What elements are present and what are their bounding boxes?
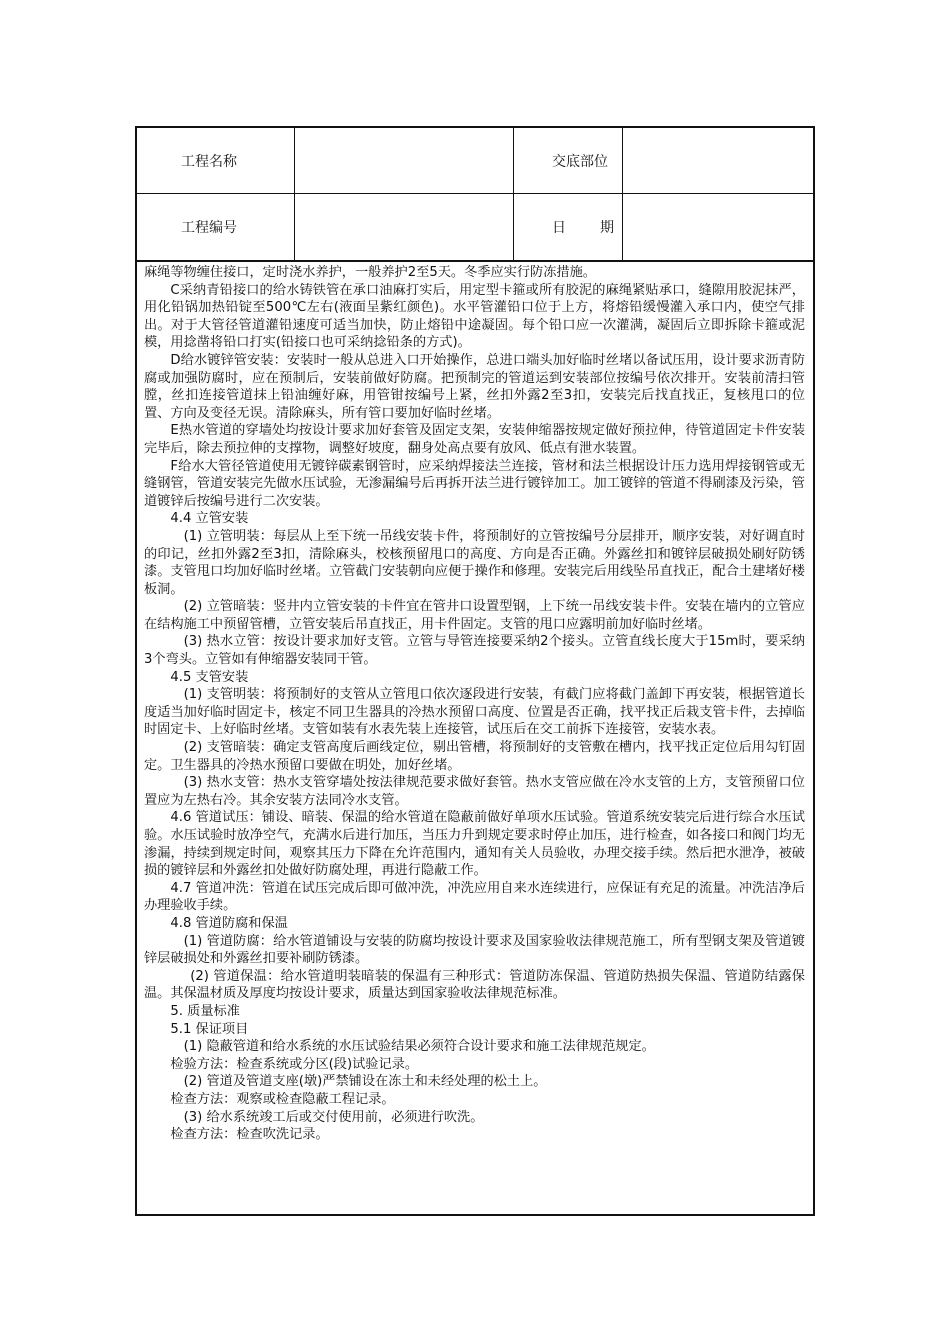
body-paragraph: (3) 热水立管：按设计要求加好支管。立管与导管连接要采纳2个接头。立管直线长度大于15m时，要采纳3个弯头。立管如有伸缩器安装同干管。	[144, 634, 805, 668]
date-label	[514, 194, 623, 262]
body-paragraph: (1) 立管明装：每层从上至下统一吊线安装卡件，将预制好的立管按编号分层排开，顺序安装，对好调直时的印记，丝扣外露2至3扣，清除麻头，校核预留甩口的高度、方向是否正确。外露丝扣和镀锌层破损处刷好防锈漆。支管甩口均加好临时丝堵。立管截门安装朝向应便于操作和修理。安装完后用线坠吊直找正，配合土建堵好楼板洞。	[144, 528, 805, 597]
body-paragraph: 检查方法：检查吹洗记录。	[170, 1127, 329, 1143]
body-paragraph: (2) 支管暗装：确定支管高度后画线定位，剔出管槽，将预制好的支管敷在槽内，找平找正定位后用勾钉固定。卫生器具的冷热水预留口要做在明处，加好丝堵。	[144, 740, 805, 773]
body-paragraph: (2) 管道及管道支座(墩)严禁铺设在冻土和未经处理的松土上。	[183, 1074, 547, 1090]
header-table	[137, 128, 813, 262]
body-paragraph: (1) 隐蔽管道和给水系统的水压试验结果必须符合设计要求和施工法律规范规定。	[183, 1039, 655, 1055]
body-paragraph: (1) 管道防腐：给水管道铺设与安装的防腐均按设计要求及国家验收法律规范施工，所有型钢支架及管道镀锌层破损处和外露丝扣要补刷防锈漆。	[144, 933, 805, 967]
body-paragraph: (1) 支管明装：将预制好的支管从立管甩口依次逐段进行安装，有截门应将截门盖卸下再安装，根据管道长度适当加好临时固定卡，核定不同卫生器具的冷热水预留口高度、位置是否正确，找平找正后栽支管卡件，去掉临时固定卡、上好临时丝堵。支管如装有水表先装上连接管，试压后在交工前拆下连接管，安装水表。	[144, 687, 805, 738]
document-body	[137, 262, 813, 1144]
date-label-char-1: 日	[552, 220, 566, 236]
body-paragraph: (2) 管道保温：给水管道明装暗装的保温有三种形式：管道防冻保温、管道防热损失保温、管道防结露保温。其保温材质及厚度均按设计要求，质量达到国家验收法律规范标准。	[144, 968, 805, 1002]
body-paragraph: 5. 质量标准	[170, 1003, 240, 1019]
body-paragraph: 4.5 支管安装	[170, 669, 249, 685]
body-paragraph: 检验方法：检查系统或分区(段)试验记录。	[170, 1056, 419, 1072]
body-paragraph: 4.7 管道冲洗：管道在试压完成后即可做冲洗，冲洗应用自来水连续进行，应保证有充足的流量。冲洗洁净后办理验收手续。	[144, 880, 805, 914]
date-value	[623, 194, 813, 262]
body-paragraph: 5.1 保证项目	[170, 1021, 249, 1037]
date-label-char-2: 期	[600, 220, 614, 236]
body-paragraph: 4.4 立管安装	[170, 511, 249, 527]
body-paragraph: (3) 热水支管：热水支管穿墙处按法律规范要求做好套管。热水支管应做在冷水支管的上方，支管预留口位置应为左热右冷。其余安装方法同冷水支管。	[144, 775, 805, 808]
body-paragraph: D给水镀锌管安装：安装时一般从总进入口开始操作，总进口端头加好临时丝堵以备试压用，设计要求沥青防腐或加强防腐时，应在预制后，安装前做好防腐。把预制完的管道运到安装部位按编号依次排开。安装前清扫管膛，丝扣连接管道抹上铅油缠好麻，用管钳按编号上紧，丝扣外露2至3扣，安装完后找直找正，复核甩口的位置、方向及变径无误。清除麻头，所有管口要加好临时丝堵。	[144, 352, 805, 421]
body-paragraph: E热水管道的穿墙处均按设计要求加好套管及固定支架，安装伸缩器按规定做好预拉伸，待管道固定卡件安装完毕后，除去预拉伸的支撑物，调整好坡度，翻身处高点要有放风、低点有泄水装置。	[144, 423, 805, 456]
project-no-value	[295, 194, 514, 262]
body-paragraph: (2) 立管暗装：竖井内立管安装的卡件宜在管井口设置型钢，上下统一吊线安装卡件。安装在墙内的立管应在结构施工中预留管槽，立管安装后吊直找正，用卡件固定。支管的甩口应露明前加好临时丝堵。	[144, 599, 805, 632]
project-no-label: 工程编号	[137, 194, 295, 262]
body-paragraph: 麻绳等物缠住接口，定时浇水养护，一般养护2至5天。冬季应实行防冻措施。	[144, 265, 596, 280]
handover-dept-value	[623, 128, 813, 194]
project-name-value	[295, 128, 514, 194]
body-paragraph: F给水大管径管道使用无镀锌碳素钢管时，应采纳焊接法兰连接，管材和法兰根据设计压力选用焊接钢管或无缝钢管，管道安装完先做水压试验，无渗漏编号后再拆开法兰进行镀锌加工。加工镀锌的管道不得刷漆及污染，管道镀锌后按编号进行二次安装。	[144, 458, 805, 509]
body-paragraph: 检查方法：观察或检查隐蔽工程记录。	[170, 1091, 395, 1107]
handover-dept-label: 交底部位	[514, 128, 623, 194]
project-name-label: 工程名称	[137, 128, 295, 194]
body-paragraph: 4.6 管道试压：铺设、暗装、保温的给水管道在隐蔽前做好单项水压试验。管道系统安装完后进行综合水压试验。水压试验时放净空气，充满水后进行加压，当压力升到规定要求时停止加压，进行检查，如各接口和阀门均无渗漏，持续到规定时间，观察其压力下降在允许范围内，通知有关人员验收，办理交接手续。然后把水泄净，被破损的镀锌层和外露丝扣处做好防腐处理，再进行隐蔽工作。	[144, 810, 805, 879]
body-paragraph: 4.8 管道防腐和保温	[170, 915, 288, 931]
body-paragraph: C采纳青铅接口的给水铸铁管在承口油麻打实后，用定型卡箍或所有胶泥的麻绳紧贴承口，缝隙用胶泥抹严，用化铅锅加热铅锭至500℃左右(液面呈紫红颜色)。水平管灌铅口位于上方，将熔铅缓慢灌入承口内，使空气排出。对于大管径管道灌铅速度可适当加快，防止熔铅中途凝固。每个铅口应一次灌满，凝固后立即拆除卡箍或泥模，用捻凿将铅口打实(铅接口也可采纳捻铅条的方式)。	[144, 282, 805, 351]
document-sheet	[135, 126, 815, 1216]
body-paragraph: (3) 给水系统竣工后或交付使用前，必须进行吹洗。	[183, 1109, 484, 1125]
